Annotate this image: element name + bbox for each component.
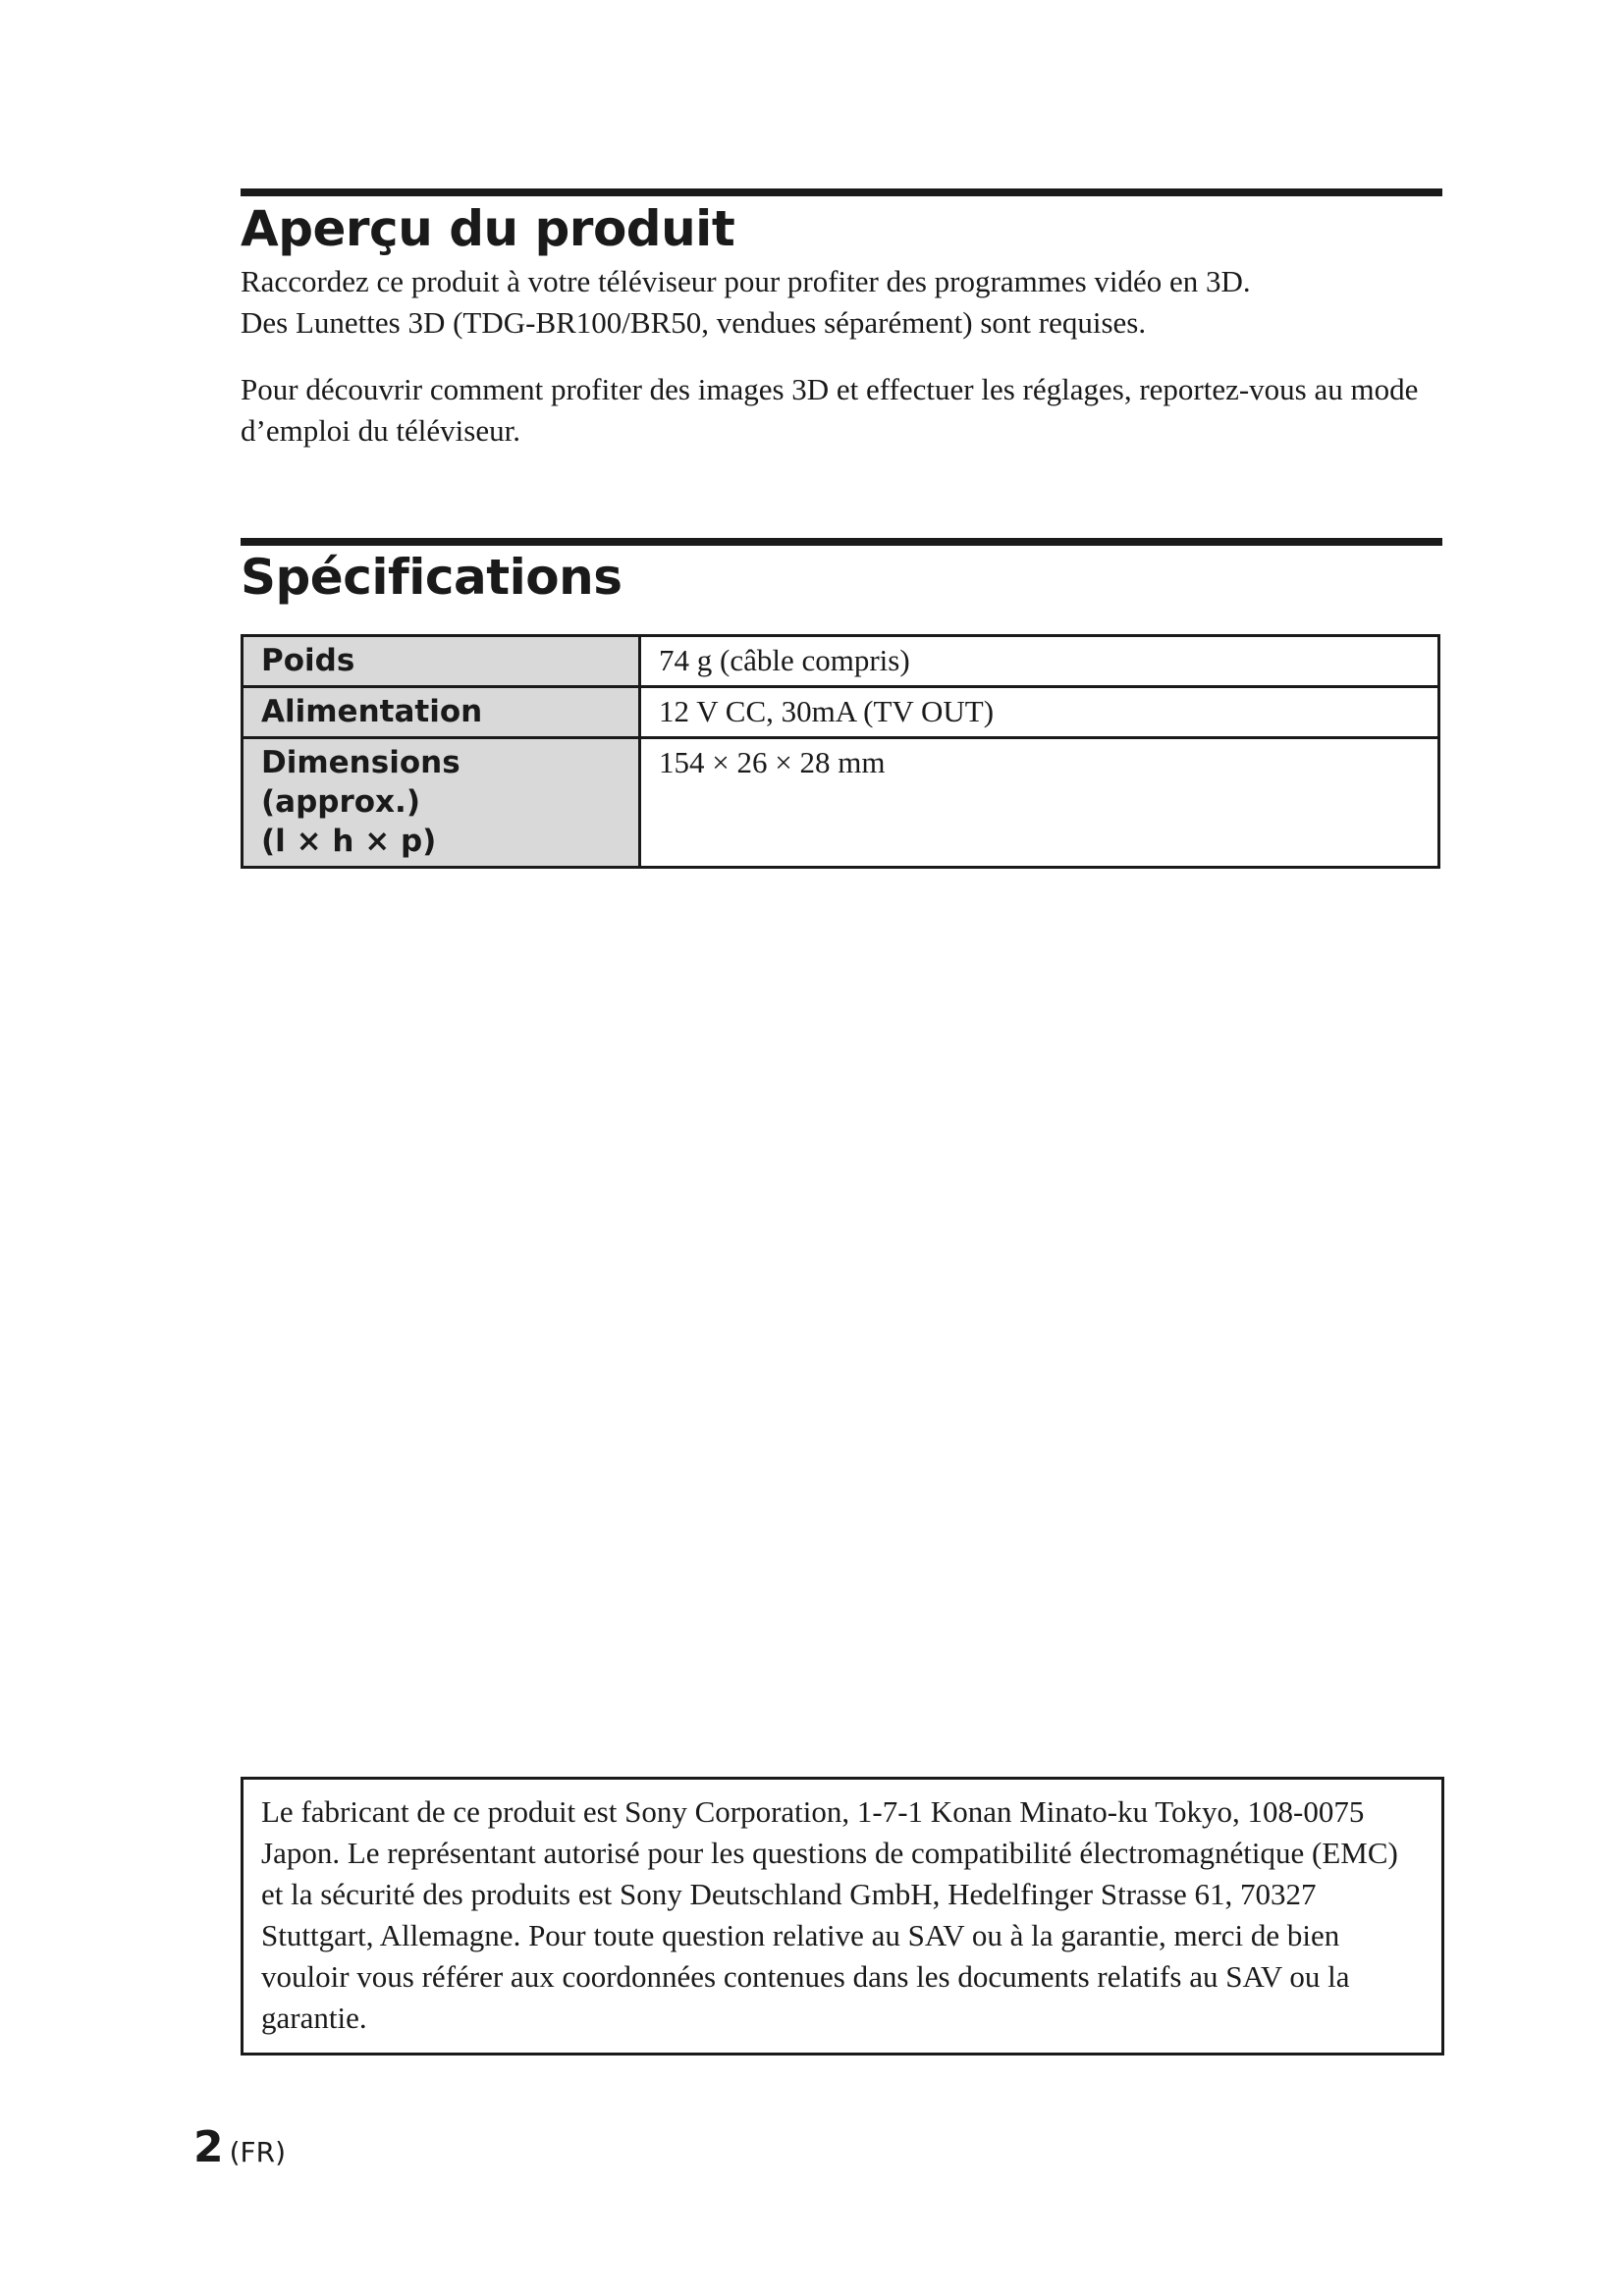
specifications-table — [241, 634, 1440, 869]
spec-value-alimentation: 12 V CC, 30mA (TV OUT) — [640, 687, 1439, 738]
section-rule — [241, 538, 1442, 546]
table-row — [243, 687, 1439, 738]
section-rule — [241, 188, 1442, 196]
manufacturer-notice-box — [241, 1777, 1444, 2056]
spec-label-dimensions-line2: (l × h × p) — [261, 824, 437, 859]
table-row — [243, 738, 1439, 868]
spec-label-dimensions-line1: Dimensions (approx.) — [261, 745, 460, 820]
paragraph-instructions: Pour découvrir comment profiter des images 3D et effectuer les réglages, reportez-vous au mode d’emploi du téléviseur. — [241, 371, 1419, 448]
paragraph-glasses: Des Lunettes 3D (TDG-BR100/BR50, vendues séparément) sont requises. — [241, 304, 1147, 340]
spec-label-poids: Poids — [243, 636, 640, 687]
spec-value-dimensions: 154 × 26 × 28 mm — [640, 738, 1439, 868]
language-code: (FR) — [229, 2136, 287, 2168]
section-apercu — [241, 188, 1442, 452]
section-specifications — [241, 538, 1442, 604]
section-title-specifications: Spécifications — [241, 549, 623, 606]
table-row — [243, 636, 1439, 687]
page-number: 2 — [193, 2122, 224, 2172]
page-footer — [193, 2122, 286, 2172]
spec-label-dimensions — [243, 738, 640, 868]
spec-value-poids: 74 g (câble compris) — [640, 636, 1439, 687]
paragraph-intro: Raccordez ce produit à votre téléviseur pour profiter des programmes vidéo en 3D. — [241, 263, 1251, 298]
section-title-apercu: Aperçu du produit — [241, 200, 735, 257]
manufacturer-notice-text: Le fabricant de ce produit est Sony Corporation, 1-7-1 Konan Minato-ku Tokyo, 108-0075 Japon. Le représentant autorisé pour les questions de compatibilité électromagnétique (EMC) et la sécurité des produits est Sony Deutschland GmbH, Hedelfinger Strasse 61, 70327 Stuttgart, Allemagne. Pour toute question relative au SAV ou à la garantie, merci de bien vouloir vous référer aux coordonnées contenues dans les documents relatifs au SAV ou la garantie. — [261, 1794, 1398, 2035]
spec-label-alimentation: Alimentation — [243, 687, 640, 738]
